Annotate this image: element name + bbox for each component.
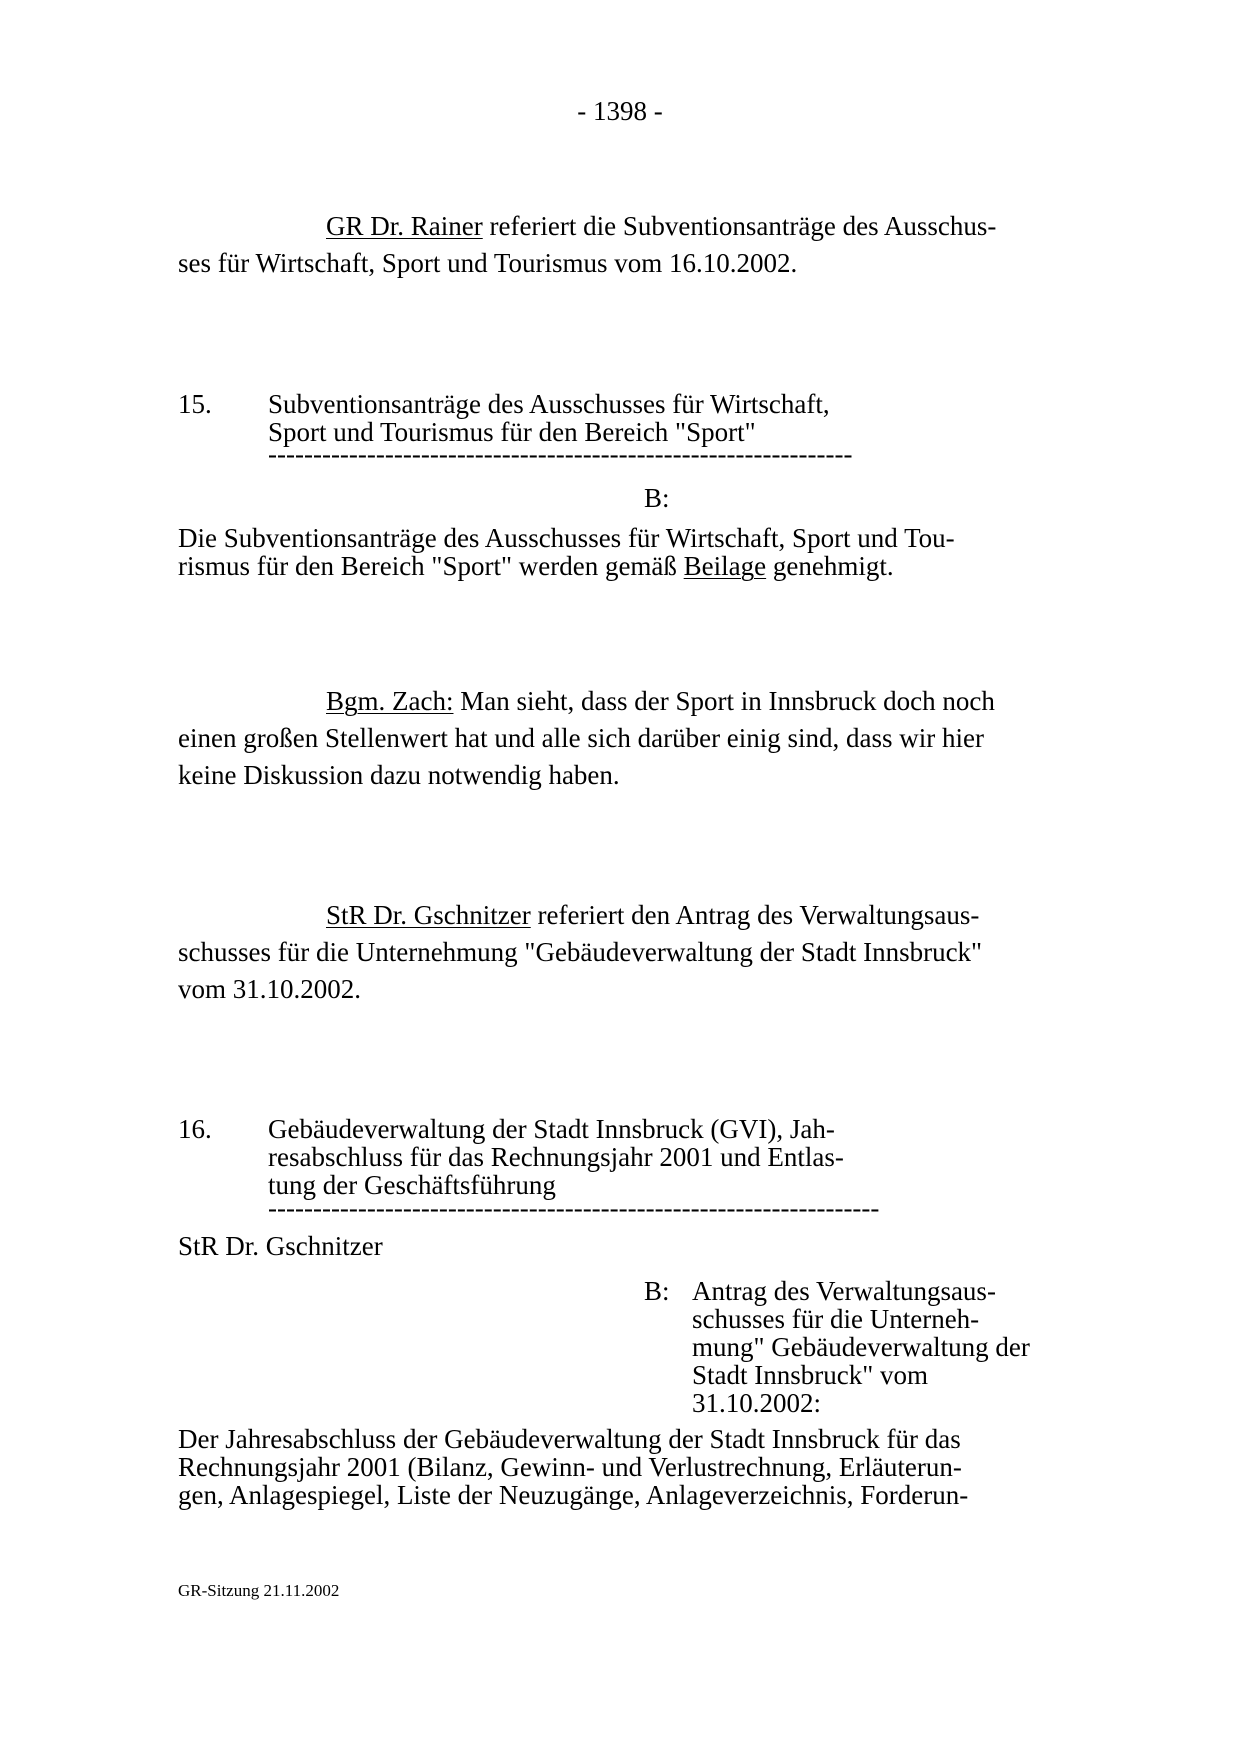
item-16-title-line-2: resabschluss für das Rechnungsjahr 2001 und Entlas- xyxy=(268,1142,844,1172)
item-16-body-line-3: gen, Anlagespiegel, Liste der Neuzugänge, Anlageverzeichnis, Forderun- xyxy=(178,1480,969,1510)
item-15-decision-line-2: rismus für den Bereich "Sport" werden gemäß Beilage genehmigt. xyxy=(178,551,894,581)
item-15-b-label: B: xyxy=(644,483,670,513)
item-15-decision xyxy=(178,524,1062,580)
item-16-title-line-1: Gebäudeverwaltung der Stadt Innsbruck (GVI), Jah- xyxy=(268,1114,835,1144)
item-16-title-line-3: tung der Geschäftsführung xyxy=(268,1170,556,1200)
item-16-b-line-5: 31.10.2002: xyxy=(692,1388,822,1418)
intro-line-2: ses für Wirtschaft, Sport und Tourismus vom 16.10.2002. xyxy=(178,248,798,278)
zach-line-3: keine Diskussion dazu notwendig haben. xyxy=(178,760,620,790)
item-15-title-line-2: Sport und Tourismus für den Bereich "Sport" xyxy=(268,417,756,447)
intro-line-1: GR Dr. Rainer referiert die Subventionsanträge des Ausschus- xyxy=(326,211,997,241)
gschnitzer-line-2: schusses für die Unternehmung "Gebäudeverwaltung der Stadt Innsbruck" xyxy=(178,937,983,967)
gschnitzer-line-3: vom 31.10.2002. xyxy=(178,974,362,1004)
item-15-number: 15. xyxy=(178,389,212,419)
item-16-b-text xyxy=(692,1277,1072,1417)
item-16-b-line-1: Antrag des Verwaltungsaus- xyxy=(692,1276,996,1306)
item-15-title-line-1: Subventionsanträge des Ausschusses für Wirtschaft, xyxy=(268,389,830,419)
item-16-b-line-2: schusses für die Unterneh- xyxy=(692,1304,980,1334)
footer-session-date: GR-Sitzung 21.11.2002 xyxy=(178,1581,340,1600)
speaker-zach: Bgm. Zach: xyxy=(326,686,454,716)
speaker-gschnitzer: StR Dr. Gschnitzer xyxy=(326,900,531,930)
item-16-b-label: B: xyxy=(644,1276,670,1306)
zach-paragraph xyxy=(178,683,1062,794)
beilage-link[interactable]: Beilage xyxy=(683,551,767,581)
item-16-body xyxy=(178,1425,1062,1509)
item-16-b-line-3: mung" Gebäudeverwaltung der xyxy=(692,1332,1030,1362)
item-16-title xyxy=(268,1115,918,1199)
intro-paragraph xyxy=(178,208,1062,282)
page-number: - 1398 - xyxy=(577,96,663,126)
item-16-separator: -------------------------------------------------------------------- xyxy=(268,1194,880,1222)
gschnitzer-paragraph xyxy=(178,897,1062,1008)
item-16-b-line-4: Stadt Innsbruck" vom xyxy=(692,1360,928,1390)
speaker-rainer: GR Dr. Rainer xyxy=(326,211,483,241)
item-15-title xyxy=(268,390,968,446)
item-15-separator: ----------------------------------------------------------------- xyxy=(268,440,853,468)
item-16-body-line-2: Rechnungsjahr 2001 (Bilanz, Gewinn- und Verlustrechnung, Erläuterun- xyxy=(178,1452,962,1482)
zach-line-2: einen großen Stellenwert hat und alle sich darüber einig sind, dass wir hier xyxy=(178,723,985,753)
zach-line-1: Bgm. Zach: Man sieht, dass der Sport in Innsbruck doch noch xyxy=(326,686,995,716)
item-15-decision-line-1: Die Subventionsanträge des Ausschusses für Wirtschaft, Sport und Tou- xyxy=(178,523,955,553)
item-16-rapporteur: StR Dr. Gschnitzer xyxy=(178,1231,383,1261)
gschnitzer-line-1: StR Dr. Gschnitzer referiert den Antrag des Verwaltungsaus- xyxy=(326,900,980,930)
item-16-number: 16. xyxy=(178,1114,212,1144)
item-16-body-line-1: Der Jahresabschluss der Gebäudeverwaltung der Stadt Innsbruck für das xyxy=(178,1424,961,1454)
